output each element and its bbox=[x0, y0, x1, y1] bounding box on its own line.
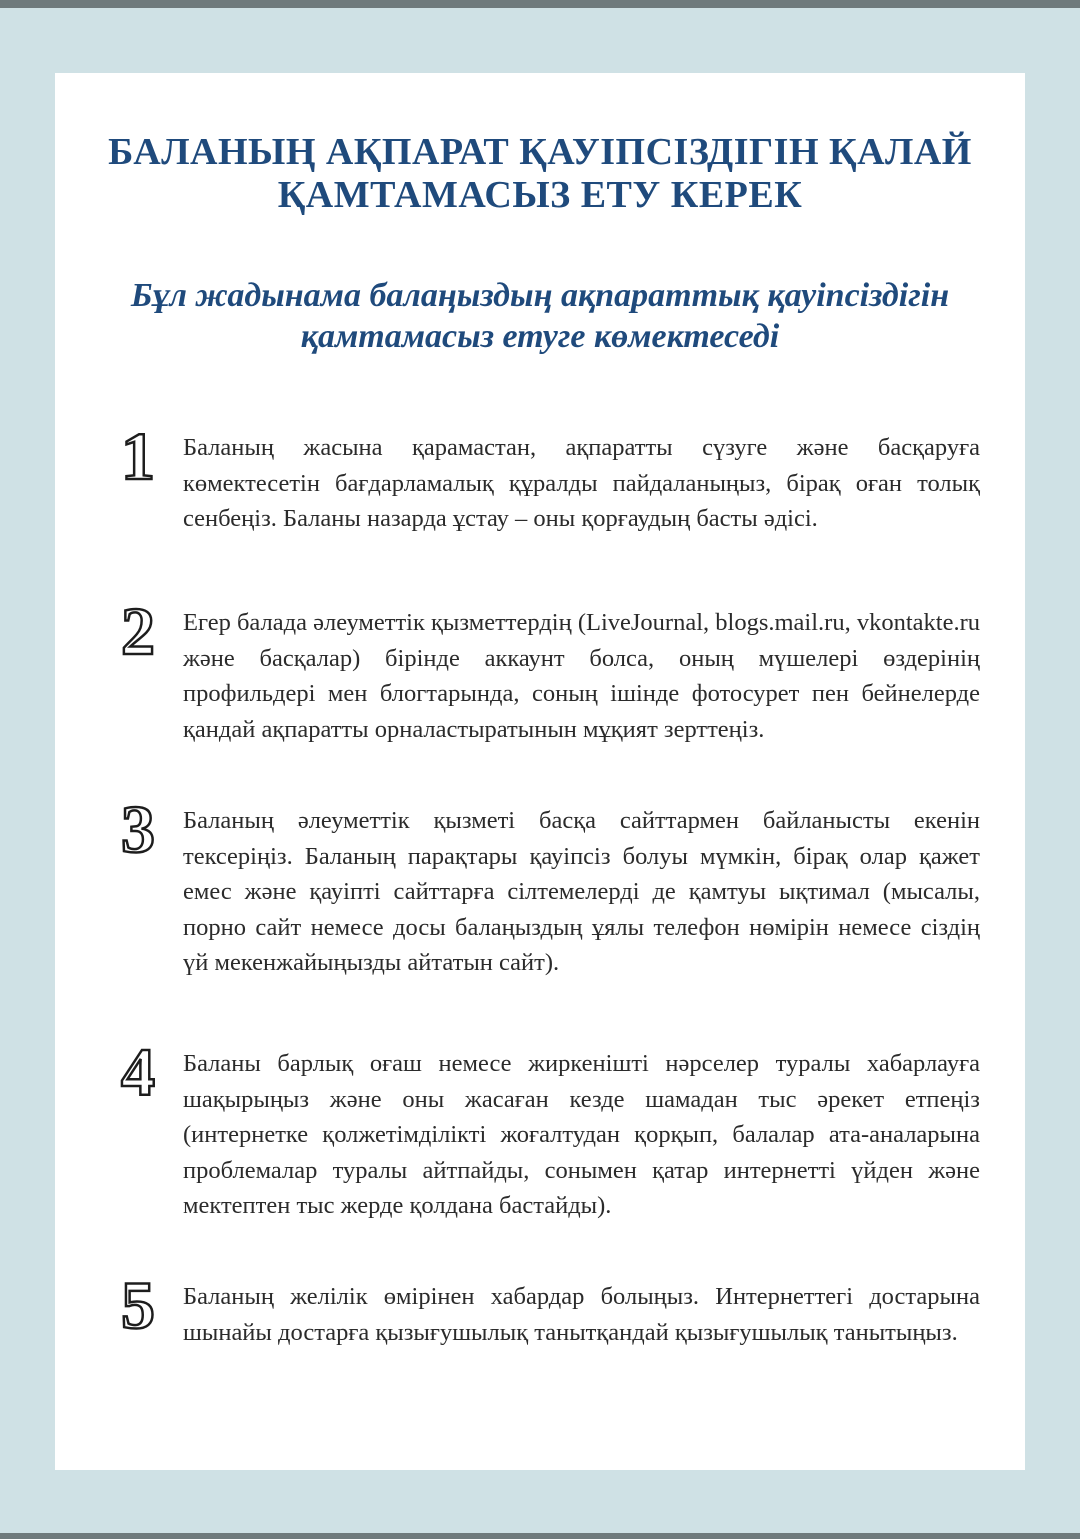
item-text: Баланы барлық оғаш немесе жиркенішті нәрселер туралы хабарлауға шақырыңыз және оны жасаған кезде шамадан тыс әрекет етпеңіз (интернетке қолжетімділікті жоғалтудан қорқып, балалар ата-аналарына проблемалар туралы айтпайды, сонымен қатар интернетті үйден және мектептен тыс жерде қолдана бастайды). bbox=[183, 1050, 980, 1219]
item-number: 1 bbox=[121, 418, 155, 494]
item-number: 5 bbox=[121, 1267, 155, 1343]
item-text: Баланың желілік өмірінен хабардар болыңыз. Интернеттегі достарына шынайы достарға қызығушылық танытқандай қызығушылық танытыңыз. bbox=[183, 1283, 980, 1346]
document-title: БАЛАНЫҢ АҚПАРАТ ҚАУІПСІЗДІГІН ҚАЛАЙ ҚАМТАМАСЫЗ ЕТУ КЕРЕК bbox=[108, 131, 972, 216]
document-sheet bbox=[55, 73, 1025, 1470]
document-subtitle: Бұл жадынама балаңыздың ақпараттық қауіпсіздігін қамтамасыз етуге көмектеседі bbox=[130, 277, 950, 355]
item-text: Баланың әлеуметтік қызметі басқа сайттармен байланысты екенін тексеріңіз. Баланың парақтары қауіпсіз болуы мүмкін, бірақ олар қажет емес және қауіпті сайттарға сілтемелерді де қамтуы ықтимал (мысалы, порно сайт немесе досы балаңыздың ұялы телефон нөмірін немесе сіздің үй мекенжайыңызды айтатын сайт). bbox=[183, 807, 980, 976]
item-number: 2 bbox=[121, 593, 155, 669]
item-text: Егер балада әлеуметтік қызметтердің (LiveJournal, blogs.mail.ru, vkontakte.ru және басқалар) бірінде аккаунт болса, оның мүшелері өздерінің профильдері мен блогтарында, соның ішінде фотосурет пен бейнелерде қандай ақпаратты орналастыратынын мұқият зерттеңіз. bbox=[183, 609, 980, 743]
item-number: 3 bbox=[121, 791, 155, 867]
top-border bbox=[0, 0, 1080, 8]
item-text: Баланың жасына қарамастан, ақпаратты сүзуге және басқаруға көмектесетін бағдарламалық құралды пайдаланыңыз, бірақ оған толық сенбеңіз. Баланы назарда ұстау – оны қорғаудың басты әдісі. bbox=[183, 434, 980, 532]
bottom-border bbox=[0, 1533, 1080, 1539]
item-number: 4 bbox=[121, 1034, 155, 1110]
